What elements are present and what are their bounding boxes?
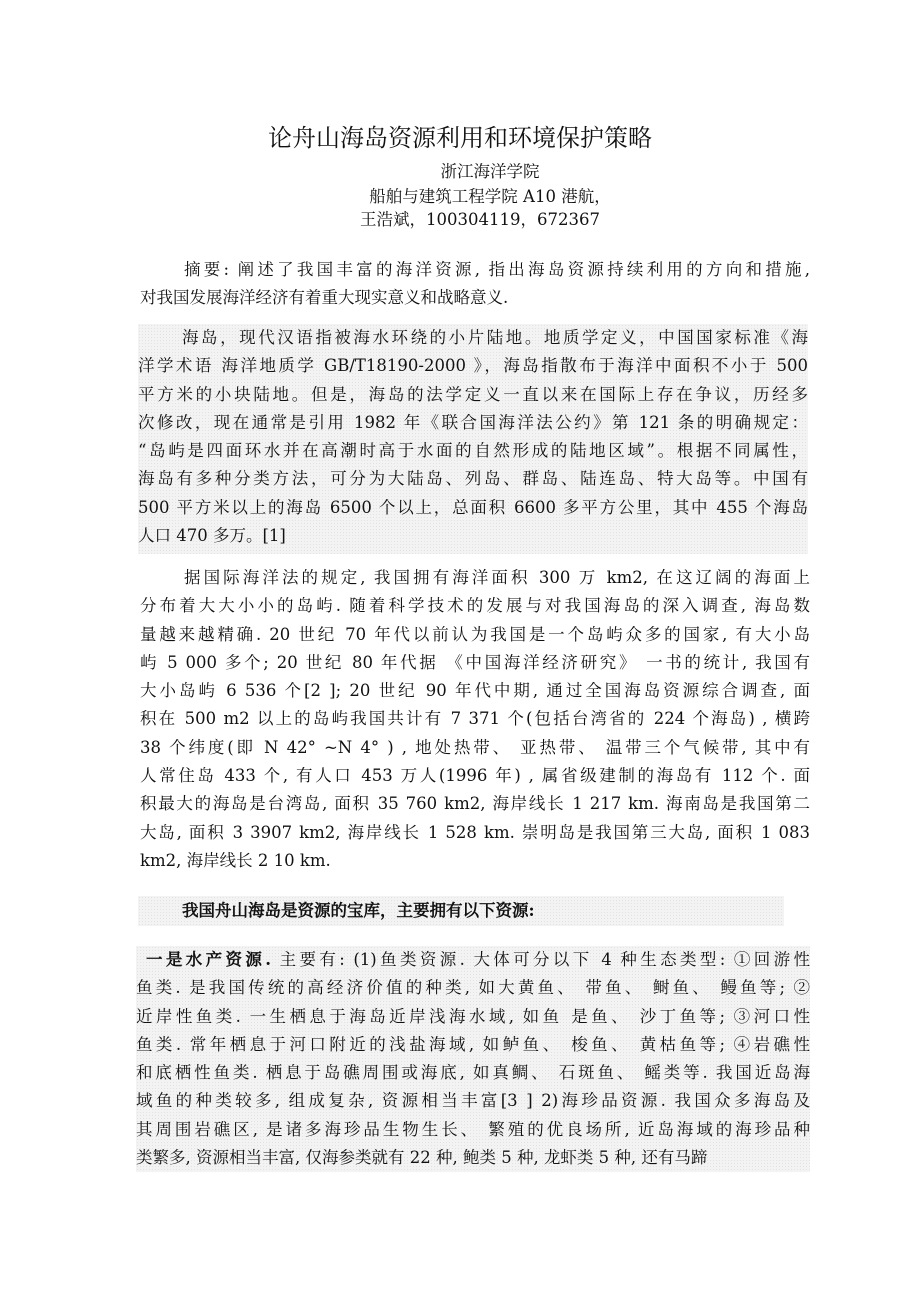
text-line: 积在 500 m2 以上的岛屿我国共计有 7 371 个(包括台湾省的 224 个海岛) , 横跨 (140, 709, 810, 729)
text-line: 鱼类. 是我国传统的高经济价值的种类, 如大黄鱼、 带鱼、 鲥鱼、 鳗鱼等; ② (136, 978, 810, 998)
text-line: “岛屿是四面环水并在高潮时高于水面的自然形成的陆地区域”。根据不同属性， (138, 441, 808, 461)
text-line: 鱼类. 常年栖息于河口附近的浅盐海域, 如鲈鱼、 梭鱼、 黄枯鱼等; ④岩礁性 (136, 1034, 810, 1054)
text-line (136, 946, 810, 974)
page-title: 论舟山海岛资源利用和环境保护策略 (268, 124, 652, 152)
text-line: 人口 470 多万。[1] (138, 526, 286, 546)
text-line: 其周围岩礁区, 是诸多海珍品生物生长、 繁殖的优良场所, 近岛海域的海珍品种 (136, 1119, 810, 1139)
paragraph-island-definition (138, 324, 808, 554)
affiliation-department: 船舶与建筑工程学院 A10 港航， (369, 187, 611, 206)
text-line: 人常住岛 433 个, 有人口 453 万人(1996 年) , 属省级建制的海岛有 112 个. 面 (140, 766, 810, 786)
text-line: 摘要: 阐述了我国丰富的海洋资源, 指出海岛资源持续利用的方向和措施, (184, 260, 810, 279)
heading-text: 我国舟山海岛是资源的宝库，主要拥有以下资源: (182, 901, 535, 920)
text-line: 平方米的小块陆地。但是，海岛的法学定义一直以来在国际上存在争议，历经多 (138, 384, 808, 404)
text-line: 海岛有多种分类方法，可分为大陆岛、列岛、群岛、陆连岛、特大岛等。中国有 (138, 469, 808, 489)
paragraph-island-statistics (140, 564, 810, 875)
section-heading (138, 896, 784, 926)
text-line: 对我国发展海洋经济有着重大现实意义和战略意义. (140, 288, 509, 308)
text-line: 大小岛屿 6 536 个[2 ]; 20 世纪 90 年代中期, 通过全国海岛资源综合调查, 面 (140, 681, 810, 701)
lead-rest-text: 主要有: (1)鱼类资源. 大体可分以下 4 种生态类型: ①回游性 (270, 950, 810, 969)
text-line: km2, 海岸线长 2 10 km. (140, 850, 331, 870)
text-line: 屿 5 000 多个; 20 世纪 80 年代据 《中国海洋经济研究》 一书的统计, 我国有 (140, 652, 810, 672)
text-line: 积最大的海岛是台湾岛, 面积 35 760 km2, 海岸线长 1 217 km. 海南岛是我国第二 (140, 794, 810, 814)
text-line: 和底栖性鱼类. 栖息于岛礁周围或海底, 如真鲷、 石斑鱼、 鳐类等. 我国近岛海 (136, 1063, 810, 1083)
abstract (140, 256, 810, 313)
text-line: 近岸性鱼类. 一生栖息于海岛近岸浅海水域, 如鱼 是鱼、 沙丁鱼等; ③河口性 (136, 1006, 810, 1026)
text-line: 500 平方米以上的海岛 6500 个以上，总面积 6600 多平方公里，其中 455 个海岛 (138, 497, 808, 517)
lead-bold-text: 一是水产资源. (146, 950, 271, 969)
text-line: 分布着大大小小的岛屿. 随着科学技术的发展与对我国海岛的深入调查, 海岛数 (140, 596, 810, 616)
text-line: 洋学术语 海洋地质学 GB/T18190-2000 》，海岛指散布于海洋中面积不小于 500 (138, 356, 808, 376)
text-line: 海岛，现代汉语指被海水环绕的小片陆地。地质学定义，中国国家标准《海 (182, 328, 808, 347)
text-line: 域鱼的种类较多, 组成复杂, 资源相当丰富[3 ] 2)海珍品资源. 我国众多海岛及 (136, 1091, 810, 1111)
affiliation-school: 浙江海洋学院 (440, 162, 540, 181)
paragraph-aquatic-resources (136, 946, 810, 1172)
author-line: 王浩斌，100304119，672367 (360, 210, 600, 229)
text-line: 量越来越精确. 20 世纪 70 年代以前认为我国是一个岛屿众多的国家, 有大小岛 (140, 624, 810, 644)
text-line: 38 个纬度(即 N 42° ~N 4° ) , 地处热带、 亚热带、 温带三个气候带, 其中有 (140, 737, 810, 757)
text-line: 次修改，现在通常是引用 1982 年《联合国海洋法公约》第 121 条的明确规定： (138, 412, 808, 432)
text-line: 类繁多, 资源相当丰富, 仅海参类就有 22 种, 鲍类 5 种, 龙虾类 5 种, 还有马蹄 (136, 1148, 708, 1168)
text-line: 大岛, 面积 3 3907 km2, 海岸线长 1 528 km. 崇明岛是我国第三大岛, 面积 1 083 (140, 822, 810, 842)
text-line: 据国际海洋法的规定, 我国拥有海洋面积 300 万 km2, 在这辽阔的海面上 (184, 568, 810, 587)
